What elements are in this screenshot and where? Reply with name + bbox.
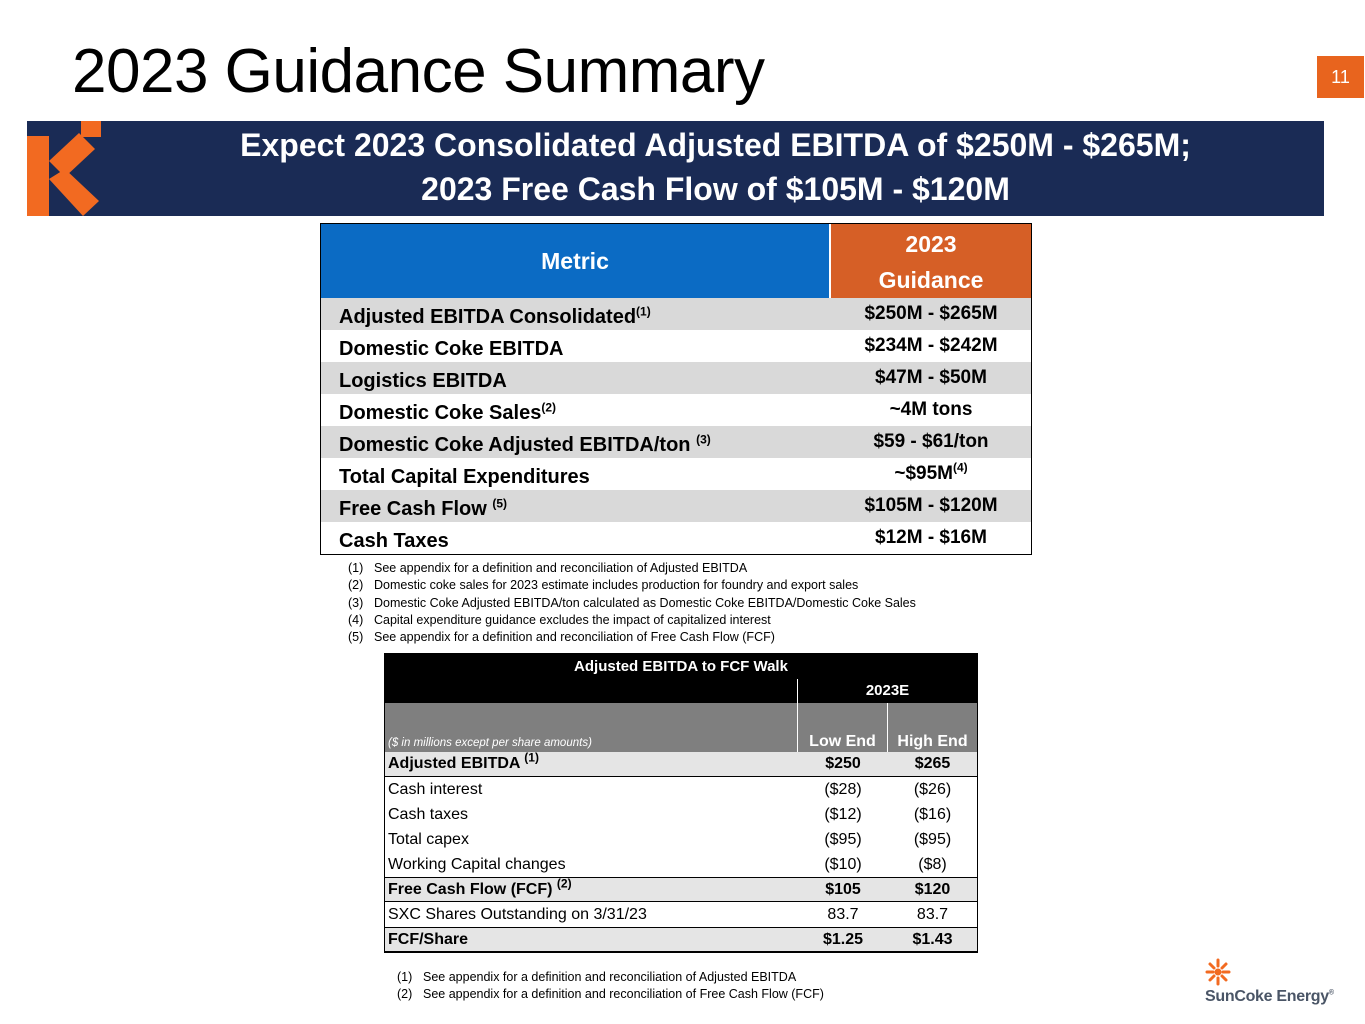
guidance-value-text: $12M - $16M [875, 527, 987, 548]
walk-row-high: ($8) [918, 855, 947, 873]
walk-row [385, 827, 977, 852]
footnote [348, 595, 916, 612]
guidance-table [320, 223, 1032, 555]
walk-row-footnote: (1) [524, 750, 539, 765]
walk-row-label-text: FCF/Share [388, 930, 469, 948]
guidance-row [321, 330, 1031, 362]
footnote [397, 986, 824, 1003]
walk-row-label-text: SXC Shares Outstanding on 3/31/23 [388, 905, 647, 923]
guidance-value-text: ~$95M [894, 463, 953, 484]
footnote-text: Domestic Coke Adjusted EBITDA/ton calculated as Domestic Coke EBITDA/Domestic Coke Sales [374, 595, 916, 610]
header-metric: Metric [321, 224, 831, 298]
walk-row-label [385, 781, 798, 799]
walk-row-label [385, 806, 798, 824]
guidance-metric-text: Domestic Coke Adjusted EBITDA/ton [339, 433, 697, 456]
page-number: 11 [1317, 56, 1364, 98]
guidance-metric [321, 364, 831, 393]
walk-row-label-text: Total capex [388, 830, 469, 848]
banner-line-1: Expect 2023 Consolidated Adjusted EBITDA of $250M - $265M; [240, 127, 1191, 163]
footnote-text: Capital expenditure guidance excludes the impact of capitalized interest [374, 612, 771, 627]
footnote-text: Domestic coke sales for 2023 estimate includes production for foundry and export sales [374, 578, 859, 593]
footnote-text: See appendix for a definition and reconciliation of Free Cash Flow (FCF) [374, 630, 775, 645]
footnote-text: See appendix for a definition and reconciliation of Adjusted EBITDA [423, 970, 797, 984]
header-guidance-year: 2023 [905, 231, 957, 257]
walk-row-label [385, 750, 798, 773]
guidance-value-text: ~4M tons [889, 399, 973, 420]
guidance-table-header [321, 224, 1031, 298]
fcf-walk-table [384, 653, 978, 953]
walk-row [385, 877, 977, 902]
walk-col-low: Low End [798, 703, 888, 752]
footnote-text: See appendix for a definition and reconciliation of Free Cash Flow (FCF) [423, 987, 824, 1002]
walk-units-label: ($ in millions except per share amounts) [385, 703, 798, 752]
walk-row-label [385, 931, 798, 949]
walk-row-high: ($95) [913, 830, 952, 848]
walk-column-header [385, 703, 977, 752]
walk-row-high: ($26) [913, 780, 952, 798]
guidance-footnotes [348, 560, 916, 646]
guidance-metric-text: Total Capital Expenditures [339, 465, 590, 488]
guidance-metric-footnote: (1) [636, 303, 651, 318]
footnote-number: (1) [397, 970, 413, 984]
guidance-value-footnote: (4) [952, 460, 968, 475]
guidance-value [831, 335, 1031, 357]
footnote-number: (4) [348, 612, 364, 627]
guidance-value-text: $59 - $61/ton [873, 431, 989, 452]
footnote-number: (5) [348, 630, 364, 645]
walk-title: Adjusted EBITDA to FCF Walk [385, 654, 977, 679]
footnote [348, 560, 916, 577]
walk-row-high: $120 [914, 880, 951, 898]
walk-row-low: $1.25 [822, 930, 864, 948]
walk-rows [385, 752, 977, 952]
guidance-metric-text: Domestic Coke EBITDA [339, 337, 564, 360]
guidance-rows [321, 298, 1031, 554]
guidance-row [321, 362, 1031, 394]
brand-name-text: SunCoke Energy [1205, 988, 1329, 1005]
brand-name [1205, 988, 1334, 1006]
walk-row-low: $250 [825, 755, 861, 772]
guidance-metric-text: Logistics EBITDA [339, 369, 507, 392]
walk-row [385, 777, 977, 802]
guidance-metric-text: Domestic Coke Sales [339, 401, 542, 424]
walk-row-label-text: Adjusted EBITDA [388, 755, 525, 772]
guidance-metric-text: Cash Taxes [339, 529, 449, 552]
footnote [348, 629, 916, 646]
brand-logo [1205, 958, 1345, 1010]
guidance-value-text: $105M - $120M [864, 495, 998, 516]
guidance-metric [321, 300, 831, 329]
guidance-value [831, 495, 1031, 517]
page-title: 2023 Guidance Summary [72, 37, 765, 106]
walk-row-low: ($10) [824, 855, 862, 873]
walk-row-high: 83.7 [916, 905, 949, 923]
walk-row [385, 752, 977, 777]
guidance-metric [321, 524, 831, 553]
header-guidance [831, 224, 1031, 298]
brand-registered-mark: ® [1328, 989, 1334, 997]
guidance-value [831, 399, 1031, 421]
walk-row-high: $1.43 [912, 930, 953, 948]
walk-row-high: ($16) [913, 805, 952, 823]
footnote [348, 612, 916, 629]
guidance-value [831, 303, 1031, 325]
walk-row-low: 83.7 [827, 905, 859, 923]
walk-row-label [385, 856, 798, 874]
sun-icon [1205, 958, 1231, 986]
guidance-value [831, 460, 1031, 485]
header-guidance-label: Guidance [878, 267, 984, 293]
guidance-value [831, 431, 1031, 453]
footnote-number: (3) [348, 595, 364, 610]
walk-row-label-text: Free Cash Flow (FCF) [388, 880, 557, 898]
walk-row-label [385, 876, 798, 899]
walk-row-label-text: Cash interest [388, 780, 483, 798]
suncoke-logo-mark-icon [27, 121, 107, 216]
walk-row-low: $105 [825, 880, 861, 898]
walk-row-label [385, 831, 798, 849]
guidance-value-text: $234M - $242M [864, 335, 998, 356]
walk-period-row [385, 679, 977, 703]
guidance-metric [321, 460, 831, 489]
guidance-row [321, 522, 1031, 554]
guidance-value [831, 367, 1031, 389]
guidance-metric [321, 428, 831, 457]
walk-row [385, 927, 977, 952]
guidance-metric-footnote: (2) [541, 399, 556, 414]
guidance-metric-text: Adjusted EBITDA Consolidated [339, 305, 637, 328]
walk-row [385, 802, 977, 827]
guidance-metric [321, 332, 831, 361]
walk-row-low: ($95) [824, 830, 862, 848]
walk-period: 2023E [865, 682, 910, 699]
guidance-row [321, 490, 1031, 522]
guidance-metric-footnote: (5) [492, 495, 508, 510]
walk-row [385, 852, 977, 877]
walk-row-label [385, 906, 798, 924]
banner-line-2: 2023 Free Cash Flow of $105M - $120M [421, 171, 1010, 207]
guidance-metric-footnote: (3) [696, 431, 711, 446]
walk-row [385, 902, 977, 927]
walk-period-spacer [385, 679, 798, 703]
walk-row-low: ($28) [824, 780, 862, 798]
footnote-number: (2) [397, 987, 413, 1002]
guidance-value-text: $250M - $265M [864, 303, 998, 324]
guidance-row [321, 426, 1031, 458]
guidance-row [321, 458, 1031, 490]
footnote-number: (1) [348, 561, 364, 575]
walk-row-label-text: Cash taxes [388, 805, 469, 823]
footnote-number: (2) [348, 578, 364, 593]
guidance-value [831, 527, 1031, 549]
footnote [348, 577, 916, 594]
guidance-value-text: $47M - $50M [875, 367, 987, 388]
walk-row-label-text: Working Capital changes [388, 855, 566, 873]
walk-footnotes [397, 969, 824, 1004]
guidance-metric [321, 492, 831, 521]
walk-row-high: $265 [914, 755, 951, 772]
guidance-row [321, 394, 1031, 426]
footnote [397, 969, 824, 986]
guidance-metric [321, 396, 831, 425]
guidance-metric-text: Free Cash Flow [339, 497, 493, 520]
footnote-text: See appendix for a definition and reconciliation of Adjusted EBITDA [374, 561, 748, 575]
walk-row-low: ($12) [824, 805, 862, 823]
walk-row-footnote: (2) [556, 876, 572, 891]
headline-banner [27, 121, 1324, 216]
walk-col-high: High End [897, 733, 968, 750]
guidance-row [321, 298, 1031, 330]
